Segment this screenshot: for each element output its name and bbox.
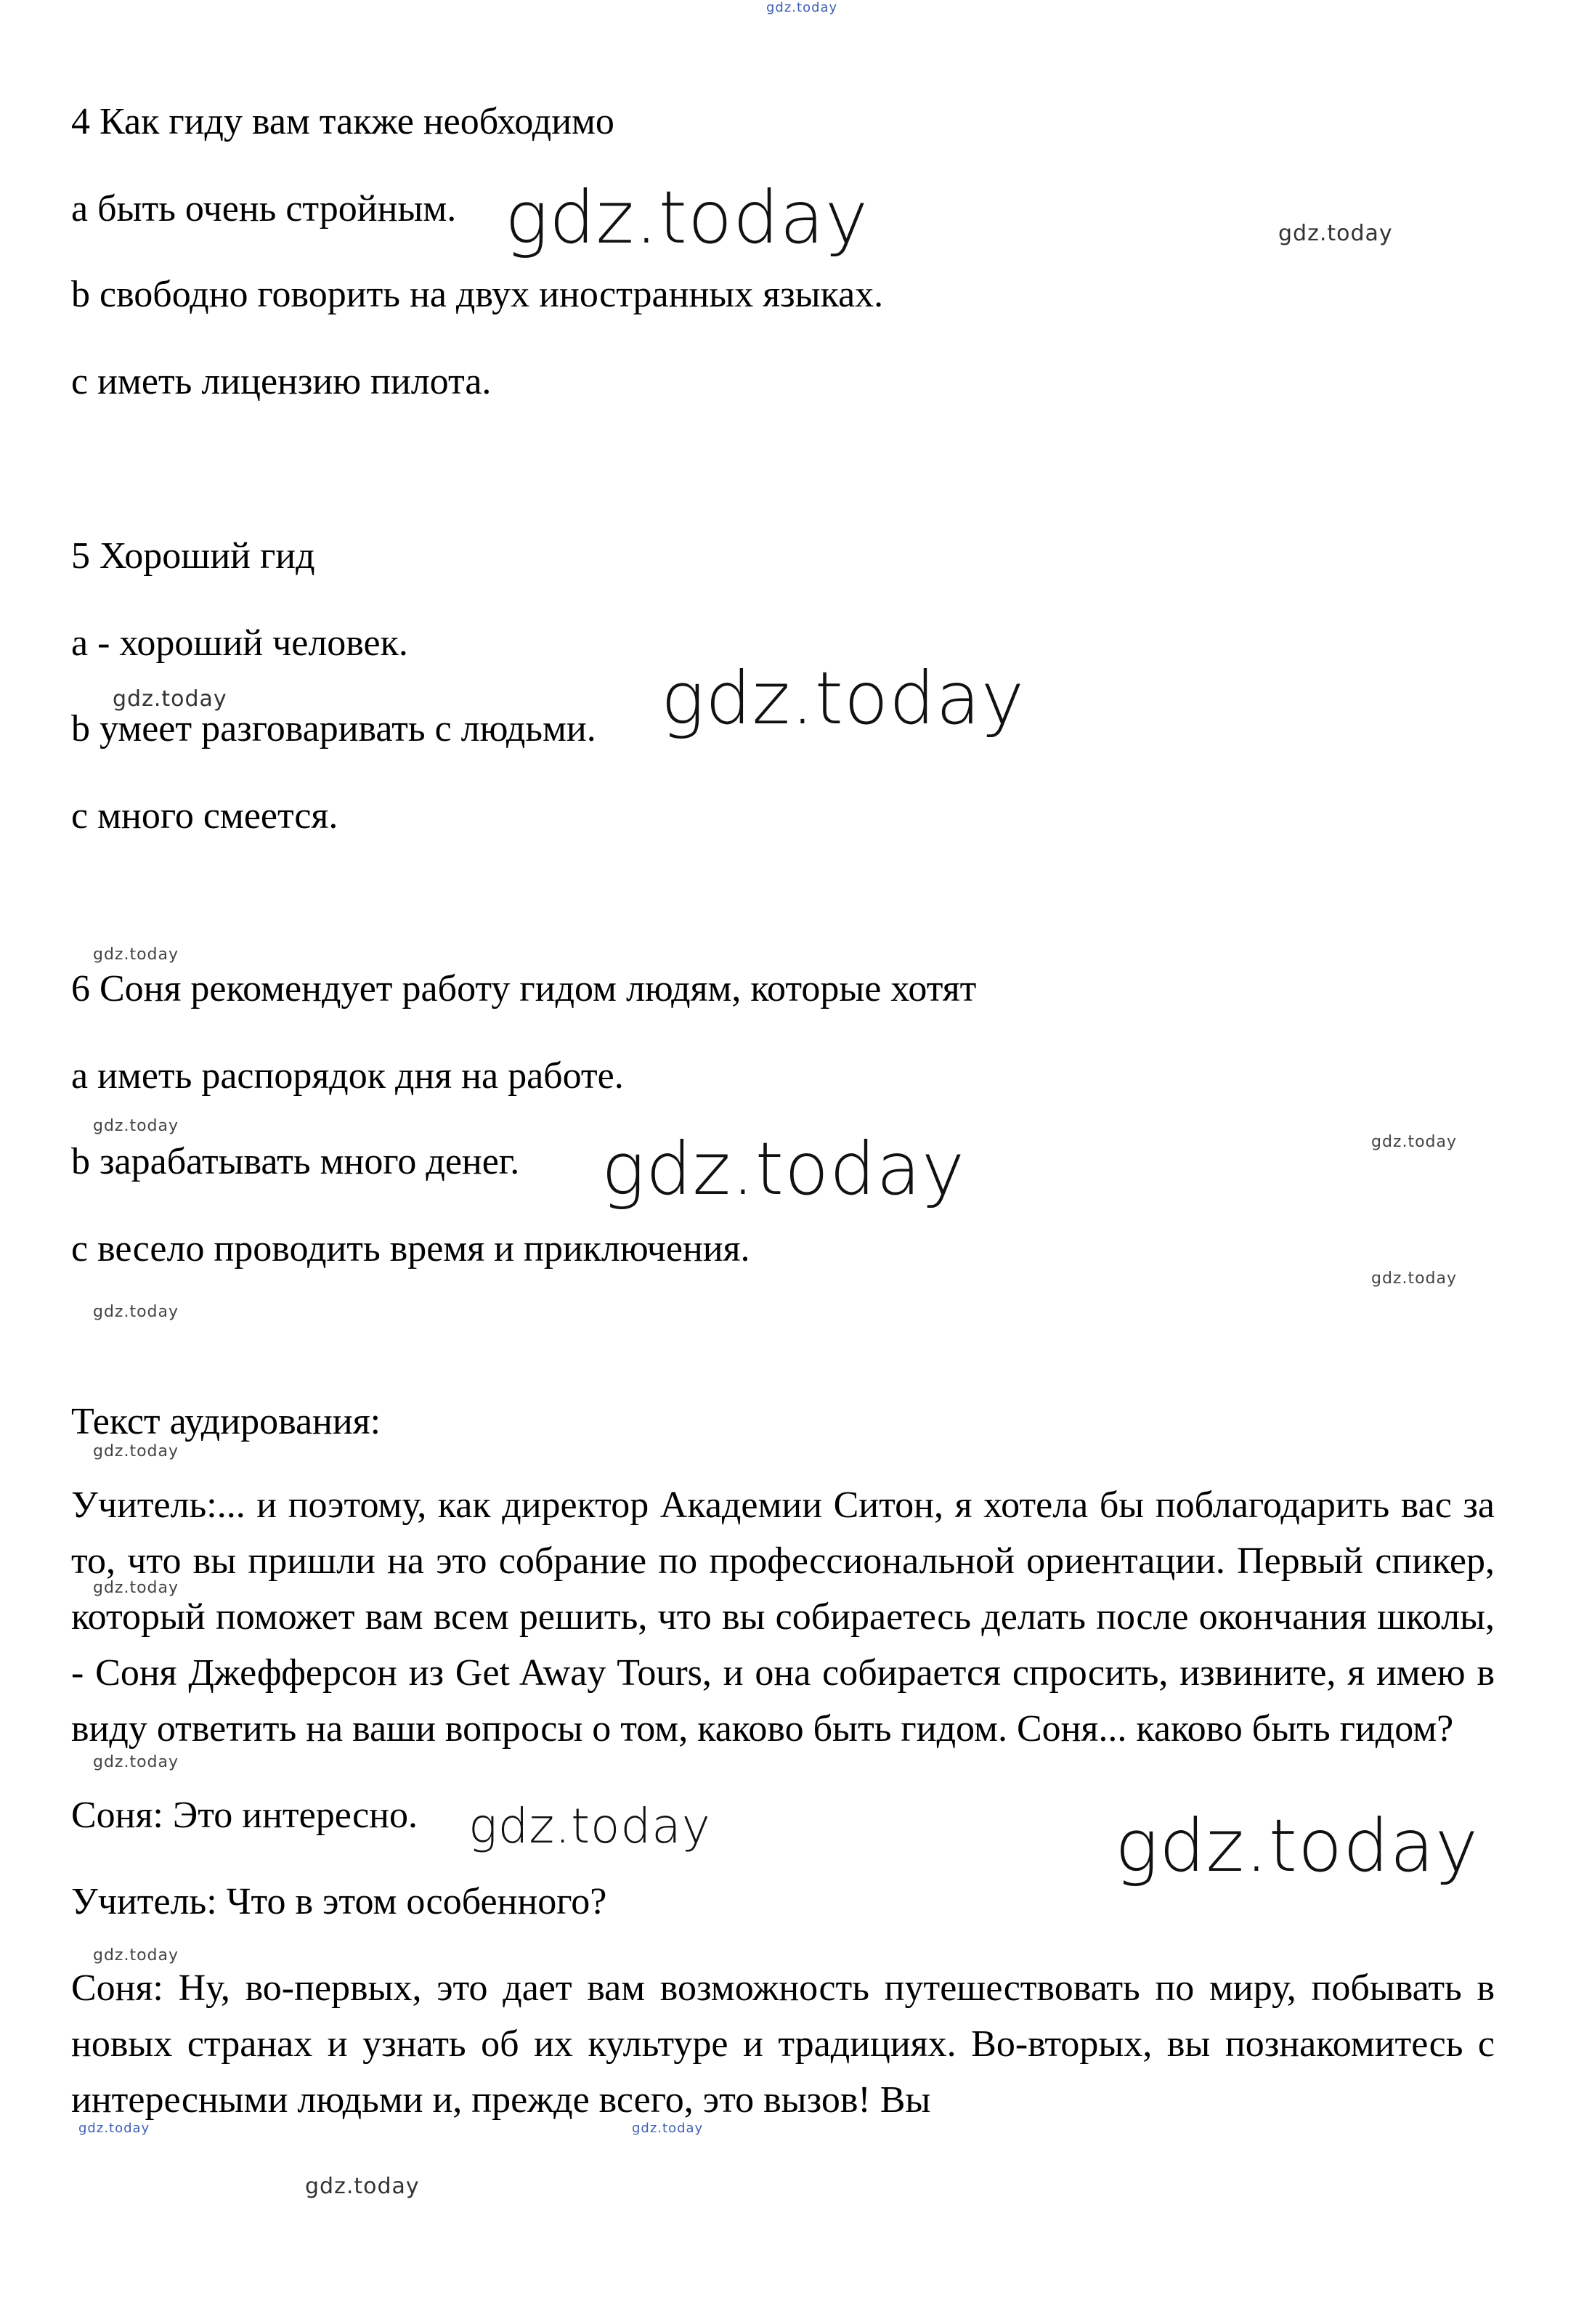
watermark-small-1: gdz.today	[1278, 221, 1393, 246]
watermark-top: gdz.today	[766, 0, 838, 15]
watermark-small-13: gdz.today	[632, 2121, 704, 2136]
watermark-large-3: gdz.today	[601, 1126, 966, 1211]
watermark-small-6: gdz.today	[1371, 1269, 1458, 1288]
question-5-option-a: a - хороший человек.	[71, 622, 408, 664]
watermark-small-8: gdz.today	[93, 1442, 179, 1460]
watermark-small-10: gdz.today	[93, 1753, 179, 1771]
watermark-large-2: gdz.today	[661, 656, 1026, 741]
transcript-paragraph-teacher-question: Учитель: Что в этом особенного?	[71, 1881, 607, 1922]
watermark-small-9: gdz.today	[93, 1579, 179, 1597]
question-6-option-b: b зарабатывать много денег.	[71, 1141, 520, 1182]
watermark-small-11: gdz.today	[93, 1946, 179, 1965]
question-5-option-b: b умеет разговаривать с людьми.	[71, 708, 596, 749]
watermark-medium-1: gdz.today	[468, 1798, 711, 1854]
question-4-option-a: a быть очень стройным.	[71, 188, 457, 229]
watermark-small-4: gdz.today	[93, 1117, 179, 1135]
watermark-small-14: gdz.today	[305, 2174, 420, 2199]
question-6-option-a: a иметь распорядок дня на работе.	[71, 1055, 624, 1097]
watermark-small-12: gdz.today	[78, 2121, 150, 2136]
question-6-option-c: c весело проводить время и приключения.	[71, 1228, 750, 1269]
question-5-option-c: c много смеется.	[71, 795, 338, 837]
watermark-large-1: gdz.today	[505, 175, 869, 260]
watermark-small-3: gdz.today	[93, 946, 179, 964]
question-6-stem: 6 Соня рекомендует работу гидом людям, которые хотят	[71, 968, 977, 1009]
watermark-large-4: gdz.today	[1115, 1803, 1479, 1888]
transcript-paragraph-sonya-2: Соня: Ну, во-первых, это дает вам возможность путешествовать по миру, побывать в новых странах и узнать об их культуре и традициях. Во-вторых, вы познакомитесь с интересными людьми и, прежде всего, это вызов! Вы	[71, 1967, 1495, 2121]
watermark-small-2: gdz.today	[113, 686, 227, 712]
transcript-heading: Текст аудирования:	[71, 1401, 381, 1442]
watermark-small-7: gdz.today	[93, 1303, 179, 1321]
question-5-stem: 5 Хороший гид	[71, 535, 315, 577]
question-4-option-b: b свободно говорить на двух иностранных языках.	[71, 274, 884, 315]
transcript-body	[71, 1477, 1495, 2128]
question-4-stem: 4 Как гиду вам также необходимо	[71, 101, 614, 142]
watermark-small-5: gdz.today	[1371, 1133, 1458, 1151]
transcript-paragraph-teacher-intro: Учитель:... и поэтому, как директор Академии Ситон, я хотела бы поблагодарить вас за то, что вы пришли на это собрание по профессиональной ориентации. Первый спикер, который поможет вам всем решить, что вы собираетесь делать после окончания школы, - Соня Джефферсон из Get Away Tours, и она собирается спросить, извините, я имею в виду ответить на ваши вопросы о том, каково быть гидом. Соня... каково быть гидом?	[71, 1484, 1495, 1750]
transcript-paragraph-sonya-1: Соня: Это интересно.	[71, 1795, 418, 1836]
question-4-option-c: c иметь лицензию пилота.	[71, 361, 492, 402]
